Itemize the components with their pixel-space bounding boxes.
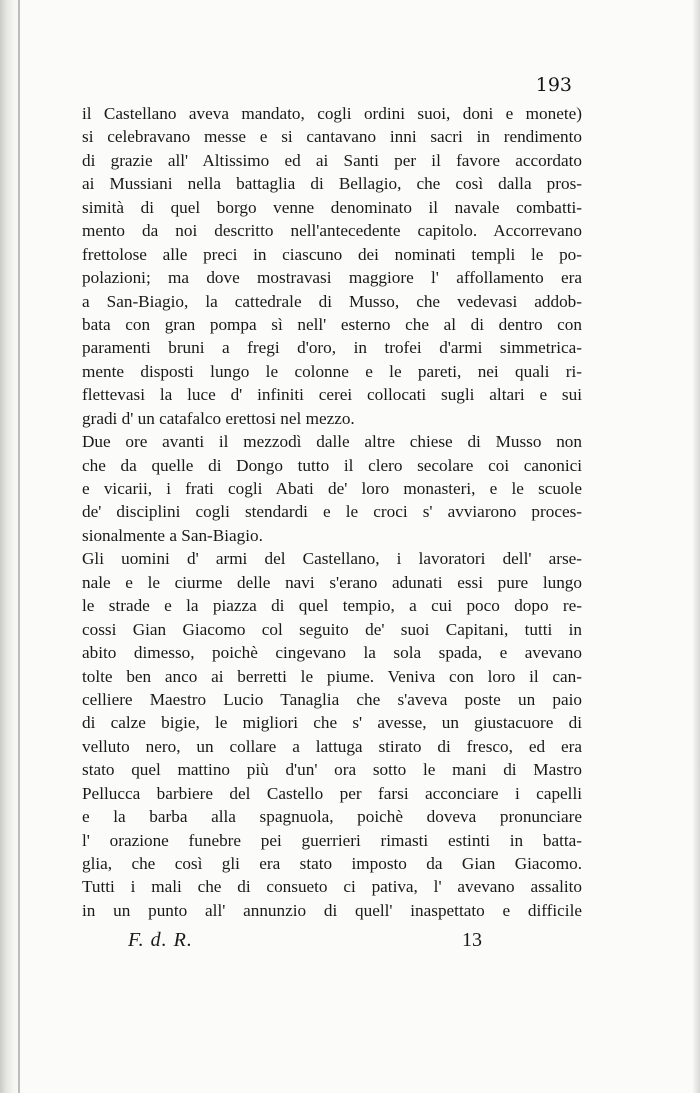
text-line: gradi d' un catafalco erettosi nel mezzo. bbox=[82, 408, 355, 428]
text-line: celliere Maestro Lucio Tanaglia che s'aveva poste un paio bbox=[82, 689, 582, 709]
text-line: Pellucca barbiere del Castello per farsi acconciare i capelli bbox=[82, 783, 582, 803]
text-line: e vicarii, i frati cogli Abati de' loro monasteri, e le scuole bbox=[82, 479, 582, 498]
text-line: mento da noi descritto nell'antecedente capitolo. Accorrevano bbox=[82, 221, 582, 241]
text-line: di grazie all' Altissimo ed ai Santi per il favore accordato bbox=[82, 150, 582, 170]
page-right-edge bbox=[692, 0, 700, 1093]
text-line: stato quel mattino più d'un' ora sotto le mani di Mastro bbox=[82, 760, 582, 780]
text-line: sionalmente a San-Biagio. bbox=[82, 525, 263, 545]
text-line: frettolose alle preci in ciascuno dei nominati templi le po- bbox=[82, 244, 582, 264]
text-line: velluto nero, un collare a lattuga stirato di fresco, ed era bbox=[82, 736, 582, 756]
text-line: flettevasi la luce d' infiniti cerei collocati sugli altari e sui bbox=[82, 385, 582, 405]
text-line: simità di quel borgo venne denominato il navale combatti- bbox=[82, 197, 582, 217]
text-line: tolte ben anco ai berretti le piume. Veniva con loro il can- bbox=[82, 666, 582, 686]
text-line: Tutti i mali che di consueto ci pativa, l' avevano assalito bbox=[82, 877, 582, 897]
text-line: de' disciplini cogli stendardi e le croci s' avviarono proces- bbox=[82, 502, 582, 522]
text-line: in un punto all' annunzio di quell' inaspettato e difficile bbox=[82, 900, 582, 920]
text-line: l' orazione funebre pei guerrieri rimasti estinti in batta- bbox=[82, 830, 582, 850]
text-line: il Castellano aveva mandato, cogli ordini suoi, doni e monete) bbox=[82, 104, 582, 123]
signature-number: 13 bbox=[462, 929, 482, 951]
text-line: Due ore avanti il mezzodì dalle altre chiese di Musso non bbox=[82, 432, 582, 452]
text-line: mente disposti lungo le colonne e le pareti, nei quali ri- bbox=[82, 361, 582, 381]
signature-mark: F. d. R. bbox=[128, 929, 193, 951]
text-line: che da quelle di Dongo tutto il clero secolare coi canonici bbox=[82, 455, 582, 475]
text-line: polazioni; ma dove mostravasi maggiore l' affollamento era bbox=[82, 268, 582, 288]
text-line: paramenti bruni a fregi d'oro, in trofei d'armi simmetrica- bbox=[82, 338, 582, 358]
text-line: ai Mussiani nella battaglia di Bellagio, che così dalla pros- bbox=[82, 174, 582, 194]
text-line: Gli uomini d' armi del Castellano, i lavoratori dell' arse- bbox=[82, 549, 582, 569]
binding-edge-line bbox=[18, 0, 20, 1093]
body-text bbox=[82, 102, 582, 922]
text-line: le strade e la piazza di quel tempio, a cui poco dopo re- bbox=[82, 596, 582, 616]
text-line: cossi Gian Giacomo col seguito de' suoi Capitani, tutti in bbox=[82, 619, 582, 639]
text-line: abito dimesso, poichè cingevano la sola spada, e avevano bbox=[82, 643, 582, 663]
text-line: a San-Biagio, la cattedrale di Musso, che vedevasi addob- bbox=[82, 291, 582, 311]
text-line: nale e le ciurme delle navi s'erano adunati essi pure lungo bbox=[82, 572, 582, 592]
text-line: bata con gran pompa sì nell' esterno che al di dentro con bbox=[82, 314, 582, 334]
text-line: di calze bigie, le migliori che s' avesse, un giustacuore di bbox=[82, 713, 582, 733]
text-line: si celebravano messe e si cantavano inni sacri in rendimento bbox=[82, 127, 582, 147]
text-line: e la barba alla spagnuola, poichè doveva pronunciare bbox=[82, 807, 582, 827]
page-number: 193 bbox=[535, 74, 572, 96]
text-line: glia, che così gli era stato imposto da Gian Giacomo. bbox=[82, 854, 582, 873]
